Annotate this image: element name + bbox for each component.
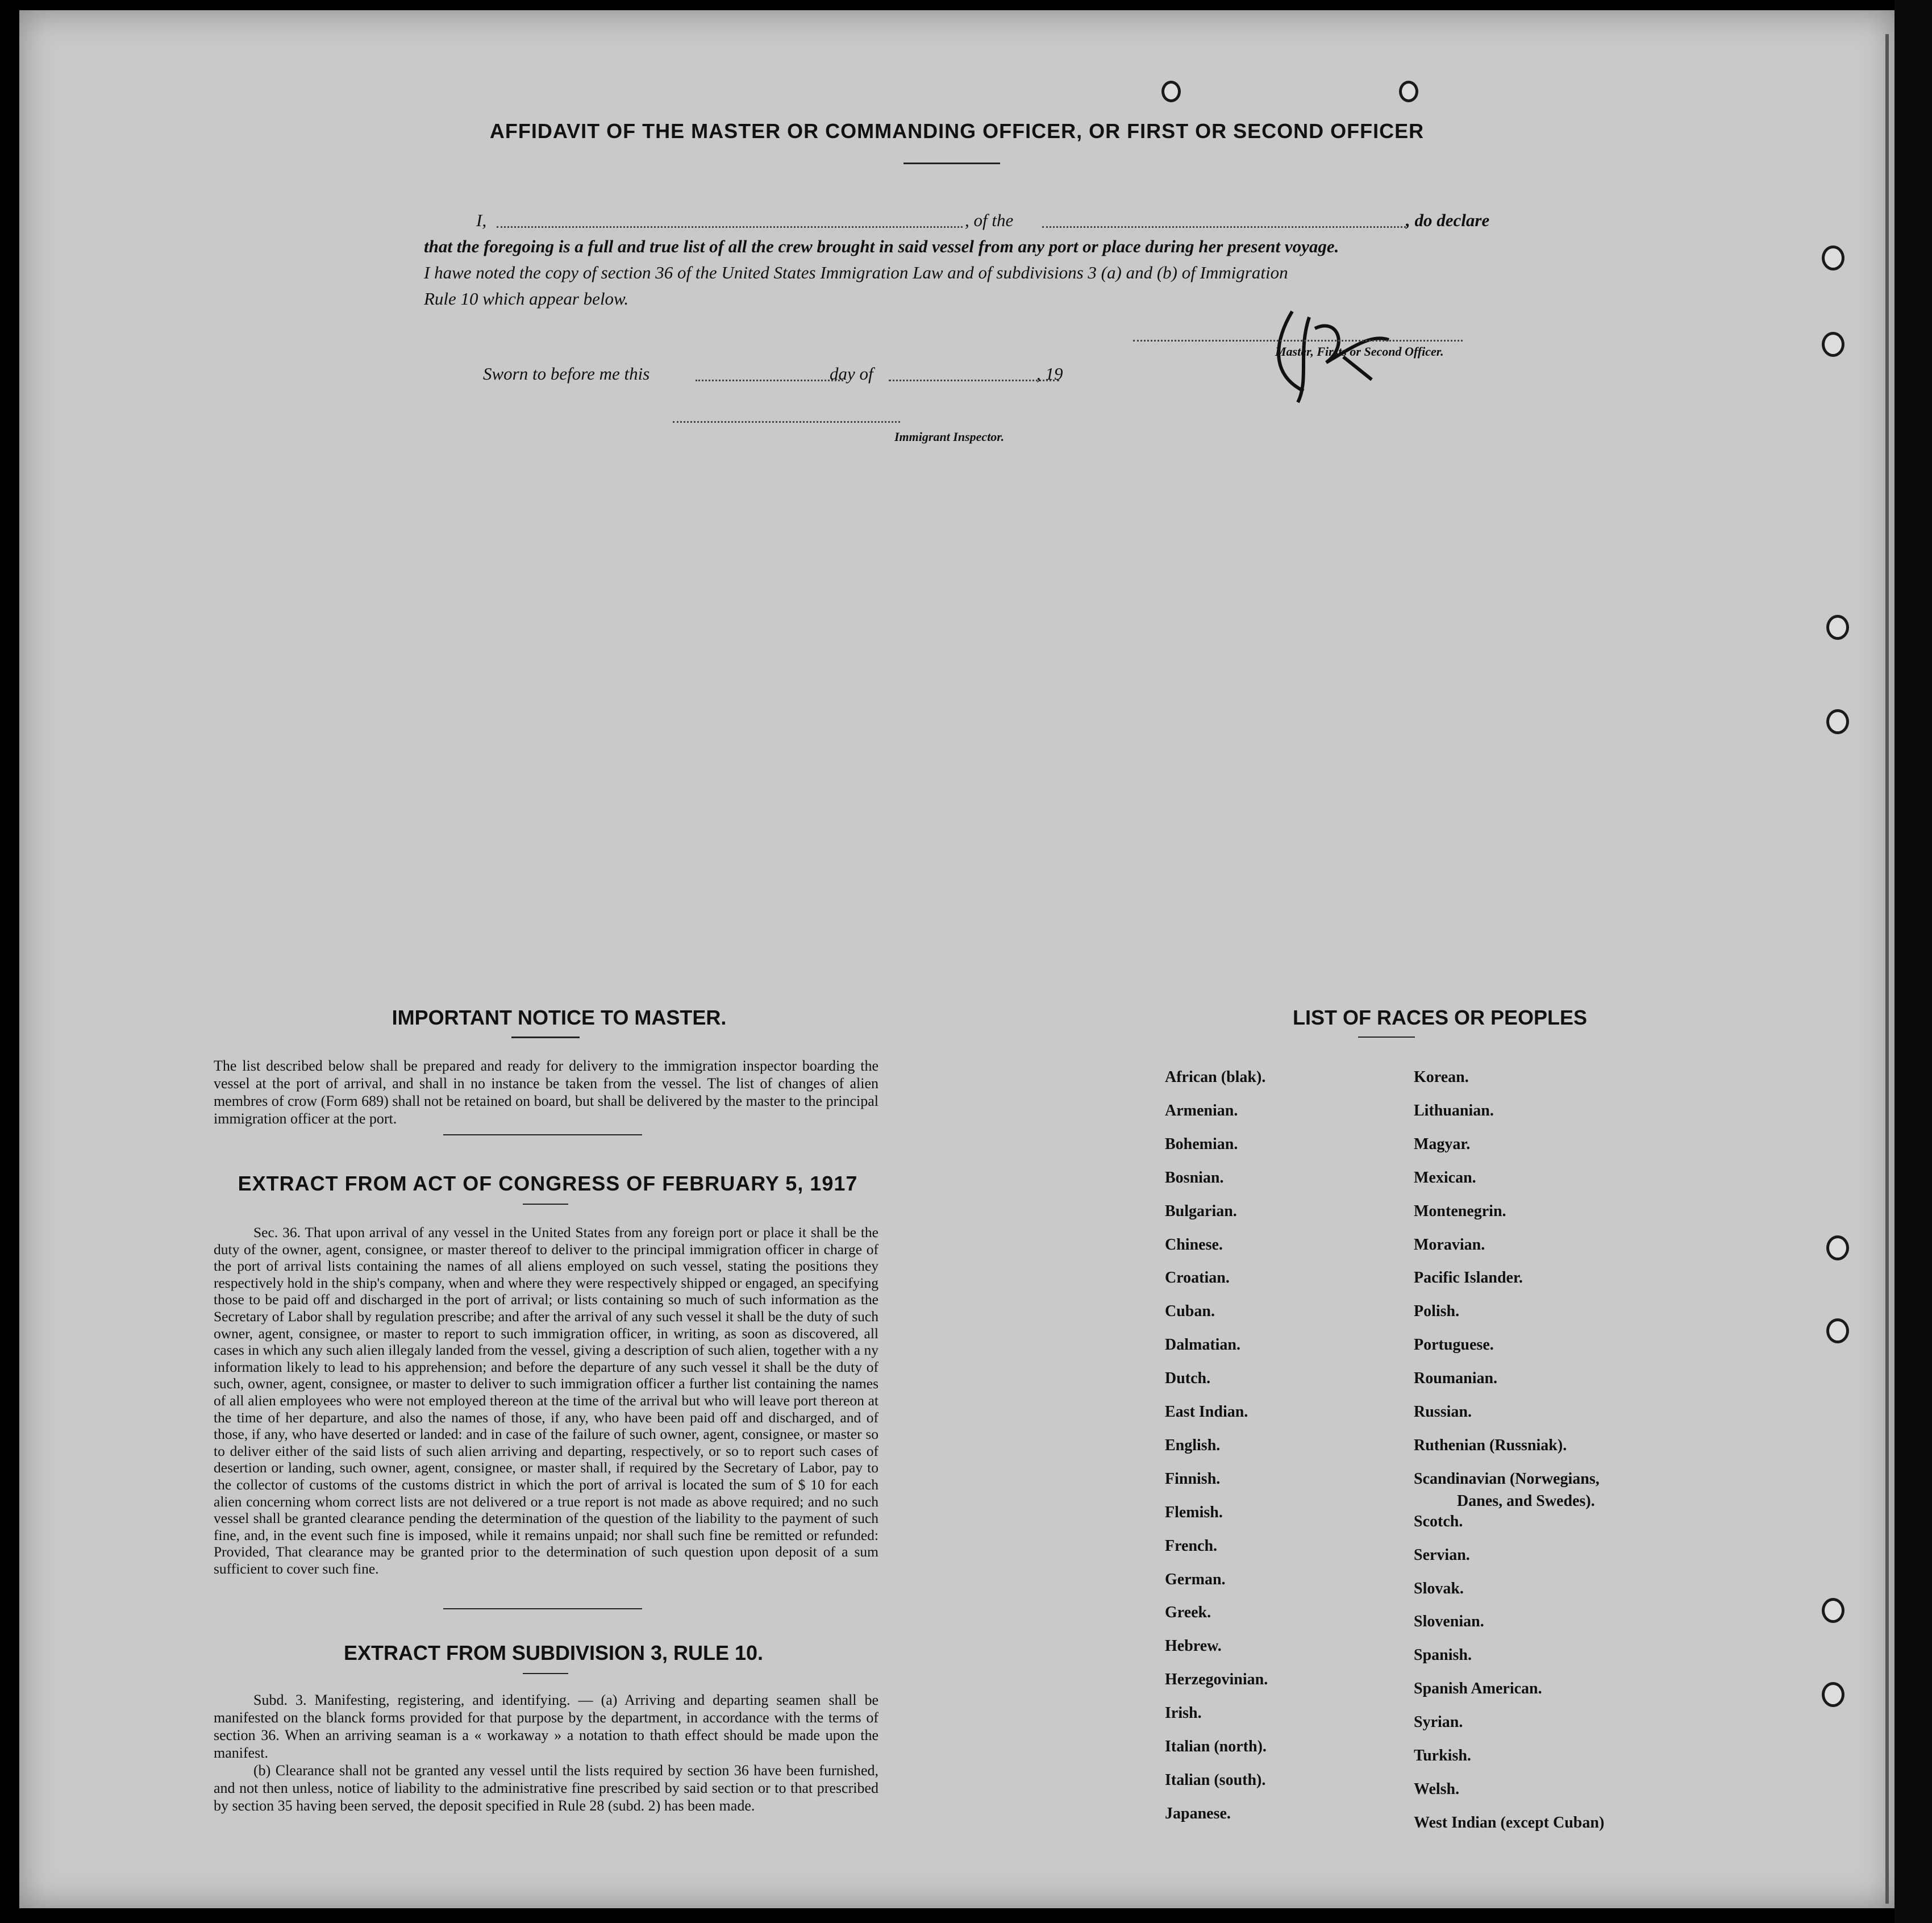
punch-hole [1826, 709, 1849, 734]
punch-hole [1822, 245, 1844, 270]
notice-title: IMPORTANT NOTICE TO MASTER. [392, 1006, 727, 1029]
races-title: LIST OF RACES OR PEOPLES [1292, 1006, 1588, 1029]
race-item: Spanish. [1414, 1646, 1472, 1664]
race-item: Dalmatian. [1165, 1336, 1240, 1354]
affidavit-of-the: , of the [965, 210, 1014, 230]
races-divider [1358, 1037, 1415, 1038]
month-blank[interactable] [889, 380, 1059, 381]
race-item: Slovak. [1414, 1579, 1464, 1597]
race-item: Magyar. [1414, 1135, 1471, 1153]
race-item: Italian (north). [1165, 1738, 1267, 1755]
race-item: Japanese. [1165, 1804, 1231, 1822]
race-item: French. [1165, 1537, 1218, 1555]
race-item: Bohemian. [1165, 1135, 1238, 1153]
race-item: Roumanian. [1414, 1370, 1498, 1388]
affidavit-i: I, [476, 210, 487, 230]
race-item: African (blak). [1165, 1068, 1266, 1086]
rule-body-a: Subd. 3. Manifesting, registering, and identifying. — (a) Arriving and departing seamen shall be manifested on the blanck forms provided for that purpose by the department, in accordance with the terms of section 36. When an arriving seaman is a « workaway » a notation to thath effect should be made upon the manifest. [214, 1692, 878, 1761]
title-divider [903, 163, 1000, 164]
race-item: Bulgarian. [1165, 1202, 1237, 1220]
race-item: Ruthenian (Russniak). [1414, 1436, 1567, 1454]
race-scandinavian-cont: Danes, and Swedes). [1457, 1492, 1595, 1510]
affidavit-declare: , do declare [1406, 210, 1490, 230]
inspector-label: Immigrant Inspector. [894, 430, 1005, 444]
punch-hole [1826, 615, 1849, 640]
race-item: English. [1165, 1436, 1221, 1454]
day-of-text: day of [830, 364, 873, 384]
rule-divider [523, 1673, 568, 1674]
race-item: Lithuanian. [1414, 1101, 1494, 1119]
name-blank[interactable] [497, 226, 963, 228]
act-divider [523, 1204, 568, 1205]
punch-hole [1822, 332, 1844, 357]
race-item: Polish. [1414, 1302, 1460, 1321]
page-edge-shadow [1885, 34, 1889, 1904]
race-item: Irish. [1165, 1704, 1202, 1722]
race-item: East Indian. [1165, 1403, 1248, 1421]
inspector-line [673, 421, 900, 423]
notice-body: The list described below shall be prepared and ready for delivery to the immigration inspector boarding the vessel at the port of arrival, and shall in no instance be taken from the vessel. The list of changes of alien membres of crow (Form 689) shall not be retained on board, but shall be delivered by the master to the principal immigration officer at the port. [214, 1058, 878, 1127]
act-title: EXTRACT FROM ACT OF CONGRESS OF FEBRUARY 5, 1917 [238, 1172, 858, 1195]
race-item: Pacific Islander. [1414, 1269, 1523, 1287]
document-sheet [19, 10, 1894, 1908]
race-item: Finnish. [1165, 1470, 1221, 1488]
punch-hole [1826, 1235, 1849, 1260]
scan-border [1894, 0, 1932, 1923]
rule-title: EXTRACT FROM SUBDIVISION 3, RULE 10. [343, 1641, 764, 1664]
race-item: Hebrew. [1165, 1637, 1222, 1655]
race-item: Scotch. [1414, 1512, 1463, 1530]
race-item: Chinese. [1165, 1235, 1223, 1254]
race-item: Korean. [1414, 1068, 1469, 1086]
vessel-blank[interactable] [1042, 226, 1406, 228]
race-item: Herzegovinian. [1165, 1671, 1268, 1689]
race-item: Servian. [1414, 1546, 1470, 1564]
punch-hole [1826, 1318, 1849, 1343]
top-punch-hole [1161, 81, 1181, 102]
day-blank[interactable] [696, 380, 843, 381]
race-item: West Indian (except Cuban) [1414, 1813, 1605, 1832]
race-item: Cuban. [1165, 1302, 1215, 1321]
race-item: Slovenian. [1414, 1613, 1484, 1631]
act-body: Sec. 36. That upon arrival of any vessel in the United States from any foreign port or place it shall be the duty of the owner, agent, consignee, or master thereof to deliver to the principal immigration officer in charge of the port of arrival lists containing the names of all aliens employed on such vessel, stating the positions they respectively hold in the ship's company, when and where they were respectively shipped or engaged, an specifying those to be paid off and discharged in the port of arrival; or lists containing so much of such information as the Secretary of Labor shall by regulation prescribe; and after the arrival of any such vessel it shall be the duty of such owner, agent, consignee, or master to report to such immigration officer, in writing, as soon as discovered, all cases in which any such alien illegaly landed from the vessel, giving a description of such alien, together with a ny information likely to lead to his apprehension; and before the departure of any such vessel it shall be the duty of such, owner, agent, consignee, or master to deliver to such immigration officer a further list containing the names of all alien employees who were not employed thereon at the time of the arrival but who will leave port thereon at the time of her departure, and also the names of those, if any, who have been paid off and discharged, and of those, if any, who have deserted or landed: and in case of the failure of such owner, agent, consignee, or master so to deliver either of the said lists of such alien arriving and departing, respectively, or so to report such cases of desertion or landing, such owner, agent, consignee, or master shall, if required by the Secretary of Labor, pay to the collector of customs of the customs district in which the port of arrival is located the sum of $ 10 for each alien concerning whom correct lists are not delivered or a true report is not made as above required; and no such vessel shall be granted clearance pending the determination of the question of the liability to the payment of such fine, and, in the event such fine is imposed, while it remains unpaid; nor shall such fine be remitted or refunded: Provided, That clearance may be granted prior to the determination of such question upon deposit of a sum sufficient to cover such fine. [214, 1224, 878, 1577]
race-item: Greek. [1165, 1604, 1211, 1622]
race-item: Syrian. [1414, 1713, 1463, 1731]
sworn-text: Sworn to before me this [483, 364, 650, 384]
race-item: Moravian. [1414, 1235, 1485, 1254]
race-item: Russian. [1414, 1403, 1472, 1421]
affidavit-title: AFFIDAVIT OF THE MASTER OR COMMANDING OFFICER, OR FIRST OR SECOND OFFICER [489, 119, 1425, 143]
race-item: Portuguese. [1414, 1336, 1494, 1354]
year-prefix: , 19 [1036, 364, 1063, 384]
punch-hole [1822, 1598, 1844, 1623]
race-item: Scandinavian (Norwegians, [1414, 1470, 1600, 1488]
race-item: Italian (south). [1165, 1771, 1266, 1789]
signature-label: Master, Firsts or Second Officer. [1275, 344, 1444, 359]
race-item: German. [1165, 1570, 1226, 1588]
signature-line [1133, 340, 1463, 342]
race-item: Turkish. [1414, 1747, 1471, 1764]
race-item: Bosnian. [1165, 1168, 1224, 1187]
race-item: Mexican. [1414, 1168, 1476, 1187]
notice-divider [511, 1037, 580, 1038]
race-item: Flemish. [1165, 1503, 1223, 1521]
race-item: Welsh. [1414, 1780, 1460, 1798]
affidavit-line4: Rule 10 which appear below. [424, 289, 629, 309]
notice-bottom-rule [443, 1134, 642, 1135]
race-item: Armenian. [1165, 1101, 1238, 1119]
race-item: Spanish American. [1414, 1680, 1542, 1698]
race-item: Croatian. [1165, 1269, 1230, 1287]
punch-hole [1822, 1682, 1844, 1707]
affidavit-line2: that the foregoing is a full and true list of all the crew brought in said vessel from any port or place during her present voyage. [424, 236, 1339, 256]
race-item: Dutch. [1165, 1370, 1211, 1388]
rule-body-b: (b) Clearance shall not be granted any vessel until the lists required by section 36 have been furnished, and not then unless, notice of liability to the administrative fine prescribed by said section or to that prescribed by section 35 having been served, the deposit specified in Rule 28 (subd. 2) has been made. [214, 1762, 878, 1814]
act-bottom-rule [443, 1608, 642, 1609]
top-punch-hole [1399, 81, 1418, 102]
affidavit-line3: I hawe noted the copy of section 36 of the United States Immigration Law and of subdivisions 3 (a) and (b) of Immigration [424, 263, 1288, 282]
race-item: Montenegrin. [1414, 1202, 1506, 1220]
